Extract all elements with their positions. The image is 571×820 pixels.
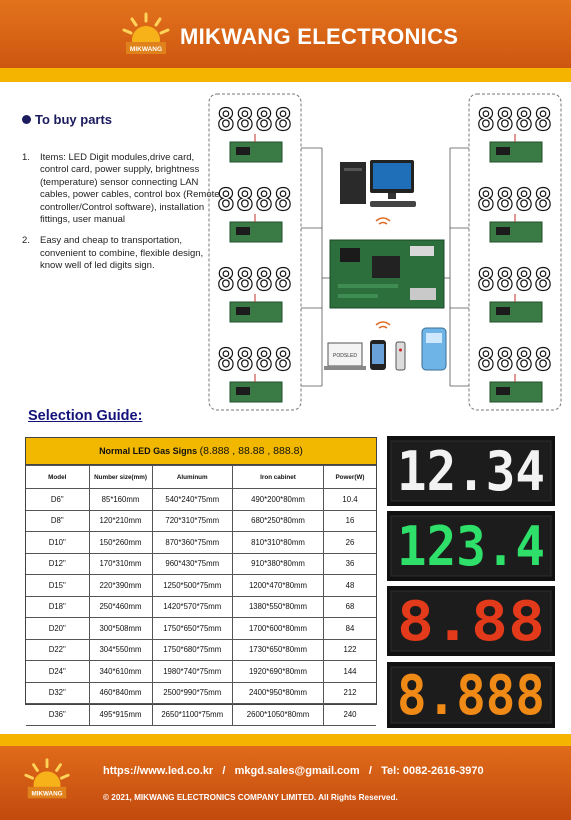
column-header: Number size(mm) [89, 466, 152, 489]
table-cell: 340*610mm [89, 661, 152, 683]
table-cell: 1980*740*75mm [152, 661, 233, 683]
table-cell: 304*550mm [89, 639, 152, 661]
chip-icon [236, 227, 250, 235]
column-header: Power(W) [324, 466, 377, 489]
table-cell: D18" [26, 596, 89, 618]
table-row [26, 553, 376, 575]
digit-module: 8888 [476, 343, 554, 378]
separator: / [368, 765, 372, 777]
table-cell: 495*915mm [89, 704, 152, 726]
table-cell: 2500*990*75mm [152, 682, 233, 704]
table-header-banner [26, 438, 376, 465]
parts-list [22, 152, 222, 282]
column-header: Model [26, 466, 89, 489]
remote-control-icon [396, 342, 405, 370]
table-cell: 122 [324, 639, 377, 661]
table-cell: 170*310mm [89, 553, 152, 575]
copyright-text: © 2021, MIKWANG ELECTRONICS COMPANY LIMITED. All Rights Reserved. [103, 793, 398, 802]
chip-icon [236, 307, 250, 315]
control-box-icon [422, 328, 446, 370]
table-cell: 1200*470*80mm [233, 575, 324, 597]
table-cell: 250*460mm [89, 596, 152, 618]
table-cell: 490*200*80mm [233, 489, 324, 511]
table-cell: 960*430*75mm [152, 553, 233, 575]
wifi-signal-icon [376, 218, 390, 224]
wifi-signal-icon [376, 322, 390, 328]
spec-table [26, 465, 376, 726]
table-cell: 1920*690*80mm [233, 661, 324, 683]
table-cell: 810*310*80mm [233, 532, 324, 554]
buy-parts-heading [22, 112, 112, 127]
table-title: Normal LED Gas Signs [99, 446, 198, 456]
list-item [22, 235, 222, 272]
column-header: Iron cabinet [233, 466, 324, 489]
table-cell: D15" [26, 575, 89, 597]
chip-icon [496, 387, 510, 395]
chip-icon [496, 147, 510, 155]
table-subtitle: (8.888 , 88.88 , 888.8) [199, 445, 303, 457]
led-sign-digits: 8.88 [397, 590, 545, 653]
digit-module: 8888 [216, 263, 294, 298]
sun-logo-icon [120, 10, 172, 62]
email-link[interactable]: mkgd.sales@gmail.com [234, 765, 360, 777]
table-cell: 680*250*80mm [233, 510, 324, 532]
table-cell: D24" [26, 661, 89, 683]
table-row [26, 532, 376, 554]
laptop-label: PODSLED [333, 353, 357, 359]
table-cell: 1730*650*80mm [233, 639, 324, 661]
table-row [26, 682, 376, 704]
footer-banner [0, 746, 571, 820]
item-text: Items: LED Digit modules,drive card, control card, power supply, brightness (temperature) sensor connecting LAN cables, power cables, control box (Remote controller/Control software), installation fittings, user manual [40, 152, 220, 226]
table-cell: 10.4 [324, 489, 377, 511]
table-cell: D36" [26, 704, 89, 726]
table-body [26, 489, 376, 726]
table-cell: 120*210mm [89, 510, 152, 532]
table-cell: 1700*600*80mm [233, 618, 324, 640]
table-cell: D32" [26, 682, 89, 704]
header-stripe [0, 68, 571, 82]
table-cell: 26 [324, 532, 377, 554]
table-cell: 720*310*75mm [152, 510, 233, 532]
table-cell: 84 [324, 618, 377, 640]
table-cell: 1250*500*75mm [152, 575, 233, 597]
footer-stripe [0, 734, 571, 746]
brand-title: MIKWANG ELECTRONICS [180, 24, 459, 49]
laptop-icon [324, 343, 366, 370]
website-link[interactable]: https://www.led.co.kr [103, 765, 214, 777]
contact-line [103, 765, 484, 777]
table-cell: 212 [324, 682, 377, 704]
digit-module: 8888 [476, 263, 554, 298]
table-cell: 48 [324, 575, 377, 597]
table-cell: 150*260mm [89, 532, 152, 554]
computer-icon [340, 160, 416, 207]
led-sign-digits: 123.4 [397, 515, 545, 578]
led-sign-examples [387, 436, 555, 728]
chip-icon [496, 227, 510, 235]
table-cell: 460*840mm [89, 682, 152, 704]
column-header-row [26, 466, 376, 489]
table-cell: 2600*1050*80mm [233, 704, 324, 726]
item-text: Easy and cheap to transportation, convenient to combine, flexible design, know well of led digits sign. [40, 235, 204, 272]
bullet-icon [22, 115, 31, 124]
led-sign-digits: 12.34 [397, 440, 545, 503]
table-cell: 910*380*80mm [233, 553, 324, 575]
table-cell: 870*360*75mm [152, 532, 233, 554]
table-cell: D6" [26, 489, 89, 511]
digit-module: 8888 [216, 103, 294, 138]
list-item [22, 152, 222, 226]
table-row [26, 661, 376, 683]
logo-text: MIKWANG [31, 790, 63, 798]
table-cell: 144 [324, 661, 377, 683]
table-cell: 1380*550*80mm [233, 596, 324, 618]
table-cell: 540*240*75mm [152, 489, 233, 511]
table-cell: D22" [26, 639, 89, 661]
table-row [26, 575, 376, 597]
selection-guide-title: Selection Guide: [28, 408, 143, 424]
table-cell: 1750*650*75mm [152, 618, 233, 640]
sun-logo-icon [22, 755, 72, 807]
table-cell: 300*508mm [89, 618, 152, 640]
selection-table [25, 437, 377, 719]
table-cell: D10" [26, 532, 89, 554]
chip-icon [236, 387, 250, 395]
table-row [26, 510, 376, 532]
table-cell: D12" [26, 553, 89, 575]
item-number: 2. [22, 235, 30, 247]
table-cell: 240 [324, 704, 377, 726]
digit-module: 8888 [216, 183, 294, 218]
table-cell: 2400*950*80mm [233, 682, 324, 704]
separator: / [222, 765, 226, 777]
table-row [26, 618, 376, 640]
system-diagram [200, 88, 571, 418]
table-cell: 16 [324, 510, 377, 532]
digit-module: 8888 [476, 103, 554, 138]
table-cell: D8" [26, 510, 89, 532]
table-cell: 1420*570*75mm [152, 596, 233, 618]
phone-number: Tel: 0082-2616-3970 [381, 765, 484, 777]
table-row [26, 704, 376, 726]
buy-parts-title: To buy parts [35, 112, 113, 127]
chip-icon [236, 147, 250, 155]
digit-module: 8888 [216, 343, 294, 378]
item-number: 1. [22, 152, 30, 163]
led-sign-digits: 8.888 [397, 664, 545, 727]
table-cell: 2650*1100*75mm [152, 704, 233, 726]
digit-module: 8888 [476, 183, 554, 218]
column-header: Aluminum [152, 466, 233, 489]
table-cell: 68 [324, 596, 377, 618]
logo-text: MIKWANG [129, 46, 163, 53]
table-cell: 220*390mm [89, 575, 152, 597]
table-cell: 85*160mm [89, 489, 152, 511]
table-row [26, 639, 376, 661]
table-cell: 1750*680*75mm [152, 639, 233, 661]
table-row [26, 596, 376, 618]
control-board-icon [330, 240, 444, 308]
phone-icon [370, 340, 386, 370]
table-cell: 36 [324, 553, 377, 575]
table-row [26, 489, 376, 511]
table-cell: D20" [26, 618, 89, 640]
chip-icon [496, 307, 510, 315]
